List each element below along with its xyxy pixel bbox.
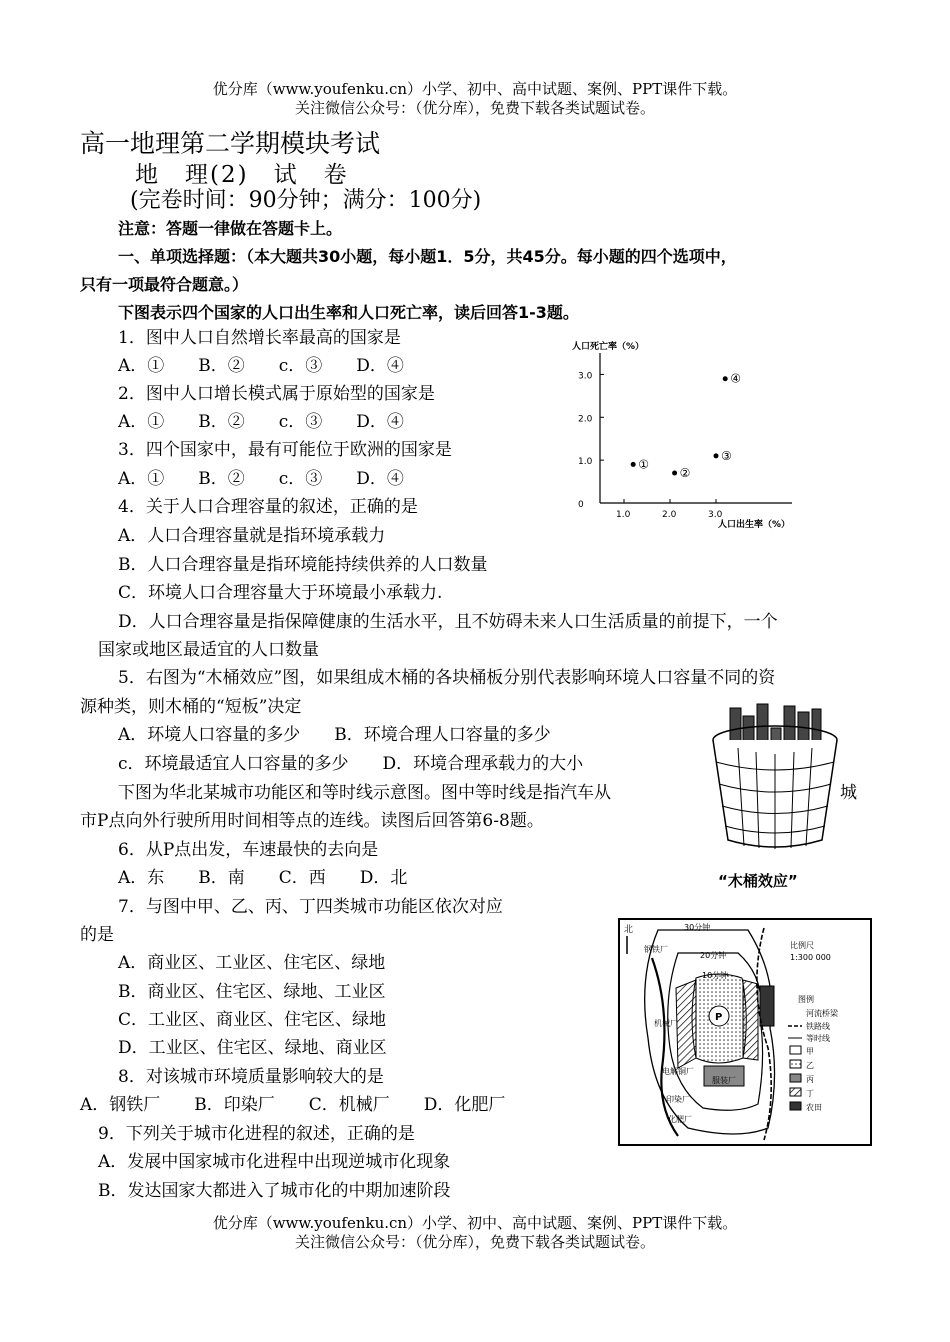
fertilizer-plant-label: 化肥厂 [668, 1115, 692, 1124]
intro-1-3: 下图表示四个国家的人口出生率和人口死亡率，读后回答1-3题。 [118, 303, 579, 322]
legend-bridge: 河流桥梁 [806, 1009, 838, 1018]
q3-stem: 3．四个国家中，最有可能位于欧洲的国家是 [118, 440, 452, 460]
q7-option-c: C．工业区、商业区、住宅区、绿地 [118, 1010, 387, 1030]
printing-plant-label: 印染厂 [666, 1095, 690, 1104]
intro-6-8-line-1a: 下图为华北某城市功能区和等时线示意图。图中等时线是指汽车从 [118, 783, 611, 803]
data-point-label: ④ [730, 371, 741, 386]
legend-farm: 农田 [806, 1103, 822, 1112]
q7-stem-2: 的是 [80, 925, 114, 945]
scale-value: 1:300 000 [790, 953, 831, 962]
q6-stem: 6．从P点出发，车速最快的去向是 [118, 840, 379, 860]
exam-subject: 地 理(2) 试 卷 [135, 162, 349, 188]
q7-stem-1: 7．与图中甲、乙、丙、丁四类城市功能区依次对应 [118, 897, 503, 917]
q2-options: A．① B．② c．③ D．④ [118, 412, 404, 432]
y-axis-label: 人口死亡率（%） [572, 342, 645, 352]
q8-stem: 8．对该城市环境质量影响较大的是 [118, 1067, 384, 1087]
data-point-label: ② [679, 466, 691, 480]
y-tick-label: 2.0 [578, 414, 593, 425]
barrel-effect-illustration [700, 700, 850, 900]
q5-options-ab: A．环境人口容量的多少 B．环境合理人口容量的多少 [118, 725, 551, 745]
footer-line-2: 关注微信公众号：（优分库），免费下载各类试题试卷。 [294, 1233, 655, 1251]
q5-stem-1: 5．右图为“木桶效应”图，如果组成木桶的各块桶板分别代表影响环境人口容量不同的资 [118, 668, 776, 688]
legend-ding: 丁 [806, 1089, 814, 1098]
q1-options: A．① B．② c．③ D．④ [118, 356, 404, 376]
q7-option-a: A．商业区、工业区、住宅区、绿地 [118, 953, 386, 973]
q9-option-a: A．发展中国家城市化进程中出现逆城市化现象 [98, 1152, 451, 1172]
iso-10-label: 10分钟 [702, 971, 729, 980]
zone-farmland [760, 986, 774, 1026]
zone-ding [676, 980, 696, 1068]
q4-option-d-1: D．人口合理容量是指保障健康的生活水平，且不妨碍未来人口生活质量的前提下，一个 [118, 612, 778, 632]
x-tick-label: 1.0 [616, 510, 631, 520]
north-label: 北 [624, 925, 634, 935]
exam-time-score: (完卷时间：90分钟；满分：100分) [130, 188, 482, 213]
q1-stem: 1．图中人口自然增长率最高的国家是 [118, 328, 401, 348]
q2-stem: 2．图中人口增长模式属于原始型的国家是 [118, 384, 435, 404]
q4-option-a: A．人口合理容量就是指环境承载力 [118, 526, 386, 546]
q4-option-b: B．人口合理容量是指环境能持续供养的人口数量 [118, 555, 488, 575]
legend-rail: 铁路线 [806, 1022, 830, 1031]
y-tick-label: 1.0 [578, 457, 593, 468]
garment-plant-label: 服装厂 [712, 1076, 736, 1085]
x-tick-label: 2.0 [662, 510, 677, 520]
cable-plant-label: 电解铜厂 [662, 1067, 694, 1076]
legend-bing: 丙 [806, 1075, 814, 1084]
intro-6-8-line-1b: 城 [840, 783, 857, 803]
q3-options: A．① B．② c．③ D．④ [118, 469, 404, 489]
q7-option-b: B．商业区、住宅区、绿地、工业区 [118, 982, 386, 1002]
birth-death-rate-chart [570, 335, 810, 535]
exam-title: 高一地理第二学期模块考试 [80, 129, 381, 158]
q4-option-d-2: 国家或地区最适宜的人口数量 [98, 640, 319, 660]
legend-iso: 等时线 [806, 1034, 830, 1043]
q9-option-b: B．发达国家大都进入了城市化的中期加速阶段 [98, 1181, 451, 1201]
barrel-caption: “木桶效应” [718, 872, 798, 890]
legend-yi: 乙 [806, 1061, 814, 1070]
legend-title: 图例 [798, 995, 814, 1004]
section1-heading-2: 只有一项最符合题意。） [80, 275, 249, 294]
q4-option-c: C．环境人口合理容量大于环境最小承载力. [118, 583, 443, 603]
q6-options: A．东 B．南 C．西 D．北 [118, 868, 408, 888]
q4-stem: 4．关于人口合理容量的叙述，正确的是 [118, 497, 418, 517]
notice: 注意：答题一律做在答题卡上。 [118, 219, 343, 238]
q8-options: A．钢铁厂 B．印染厂 C．机械厂 D．化肥厂 [80, 1095, 506, 1115]
iso-30-label: 30分钟 [684, 923, 711, 932]
scale-label: 比例尺 [790, 941, 814, 950]
data-point [723, 376, 728, 381]
q7-option-d: D．工业区、住宅区、绿地、商业区 [118, 1038, 387, 1058]
y-tick-label: 3.0 [578, 371, 593, 382]
q9-stem: 9．下列关于城市化进程的叙述，正确的是 [98, 1124, 415, 1144]
point-p-label: P [715, 1012, 723, 1023]
header-line-1: 优分库（www.youfenku.cn）小学、初中、高中试题、案例、PPT课件下载。 [212, 80, 738, 98]
zone-ding [743, 980, 758, 1060]
intro-6-8-line-2: 市P点向外行驶所用时间相等点的连线。读图后回答第6-8题。 [80, 811, 544, 831]
steel-plant-label: 钢铁厂 [644, 945, 668, 954]
machine-plant-label: 机械厂 [654, 1019, 678, 1028]
section1-heading-1: 一、单项选择题：（本大题共30小题，每小题1．5分，共45分。每小题的四个选项中， [118, 247, 737, 266]
data-point [714, 453, 719, 458]
x-tick-label: 3.0 [708, 510, 723, 520]
data-point [631, 462, 636, 467]
q5-options-cd: c．环境最适宜人口容量的多少 D．环境合理承载力的大小 [118, 754, 584, 774]
q5-stem-2: 源种类，则木桶的“短板”决定 [80, 697, 302, 717]
y-tick-label: 0 [578, 500, 584, 510]
header-line-2: 关注微信公众号：（优分库），免费下载各类试题试卷。 [294, 99, 655, 117]
x-axis-label: 人口出生率（%） [718, 520, 791, 530]
data-point [672, 471, 677, 476]
legend-jia: 甲 [806, 1047, 814, 1056]
iso-20-label: 20分钟 [700, 951, 727, 960]
city-function-zone-map [618, 918, 872, 1146]
data-point-label: ① [638, 457, 649, 472]
footer-line-1: 优分库（www.youfenku.cn）小学、初中、高中试题、案例、PPT课件下载。 [212, 1214, 738, 1232]
data-point-label: ③ [721, 448, 732, 463]
